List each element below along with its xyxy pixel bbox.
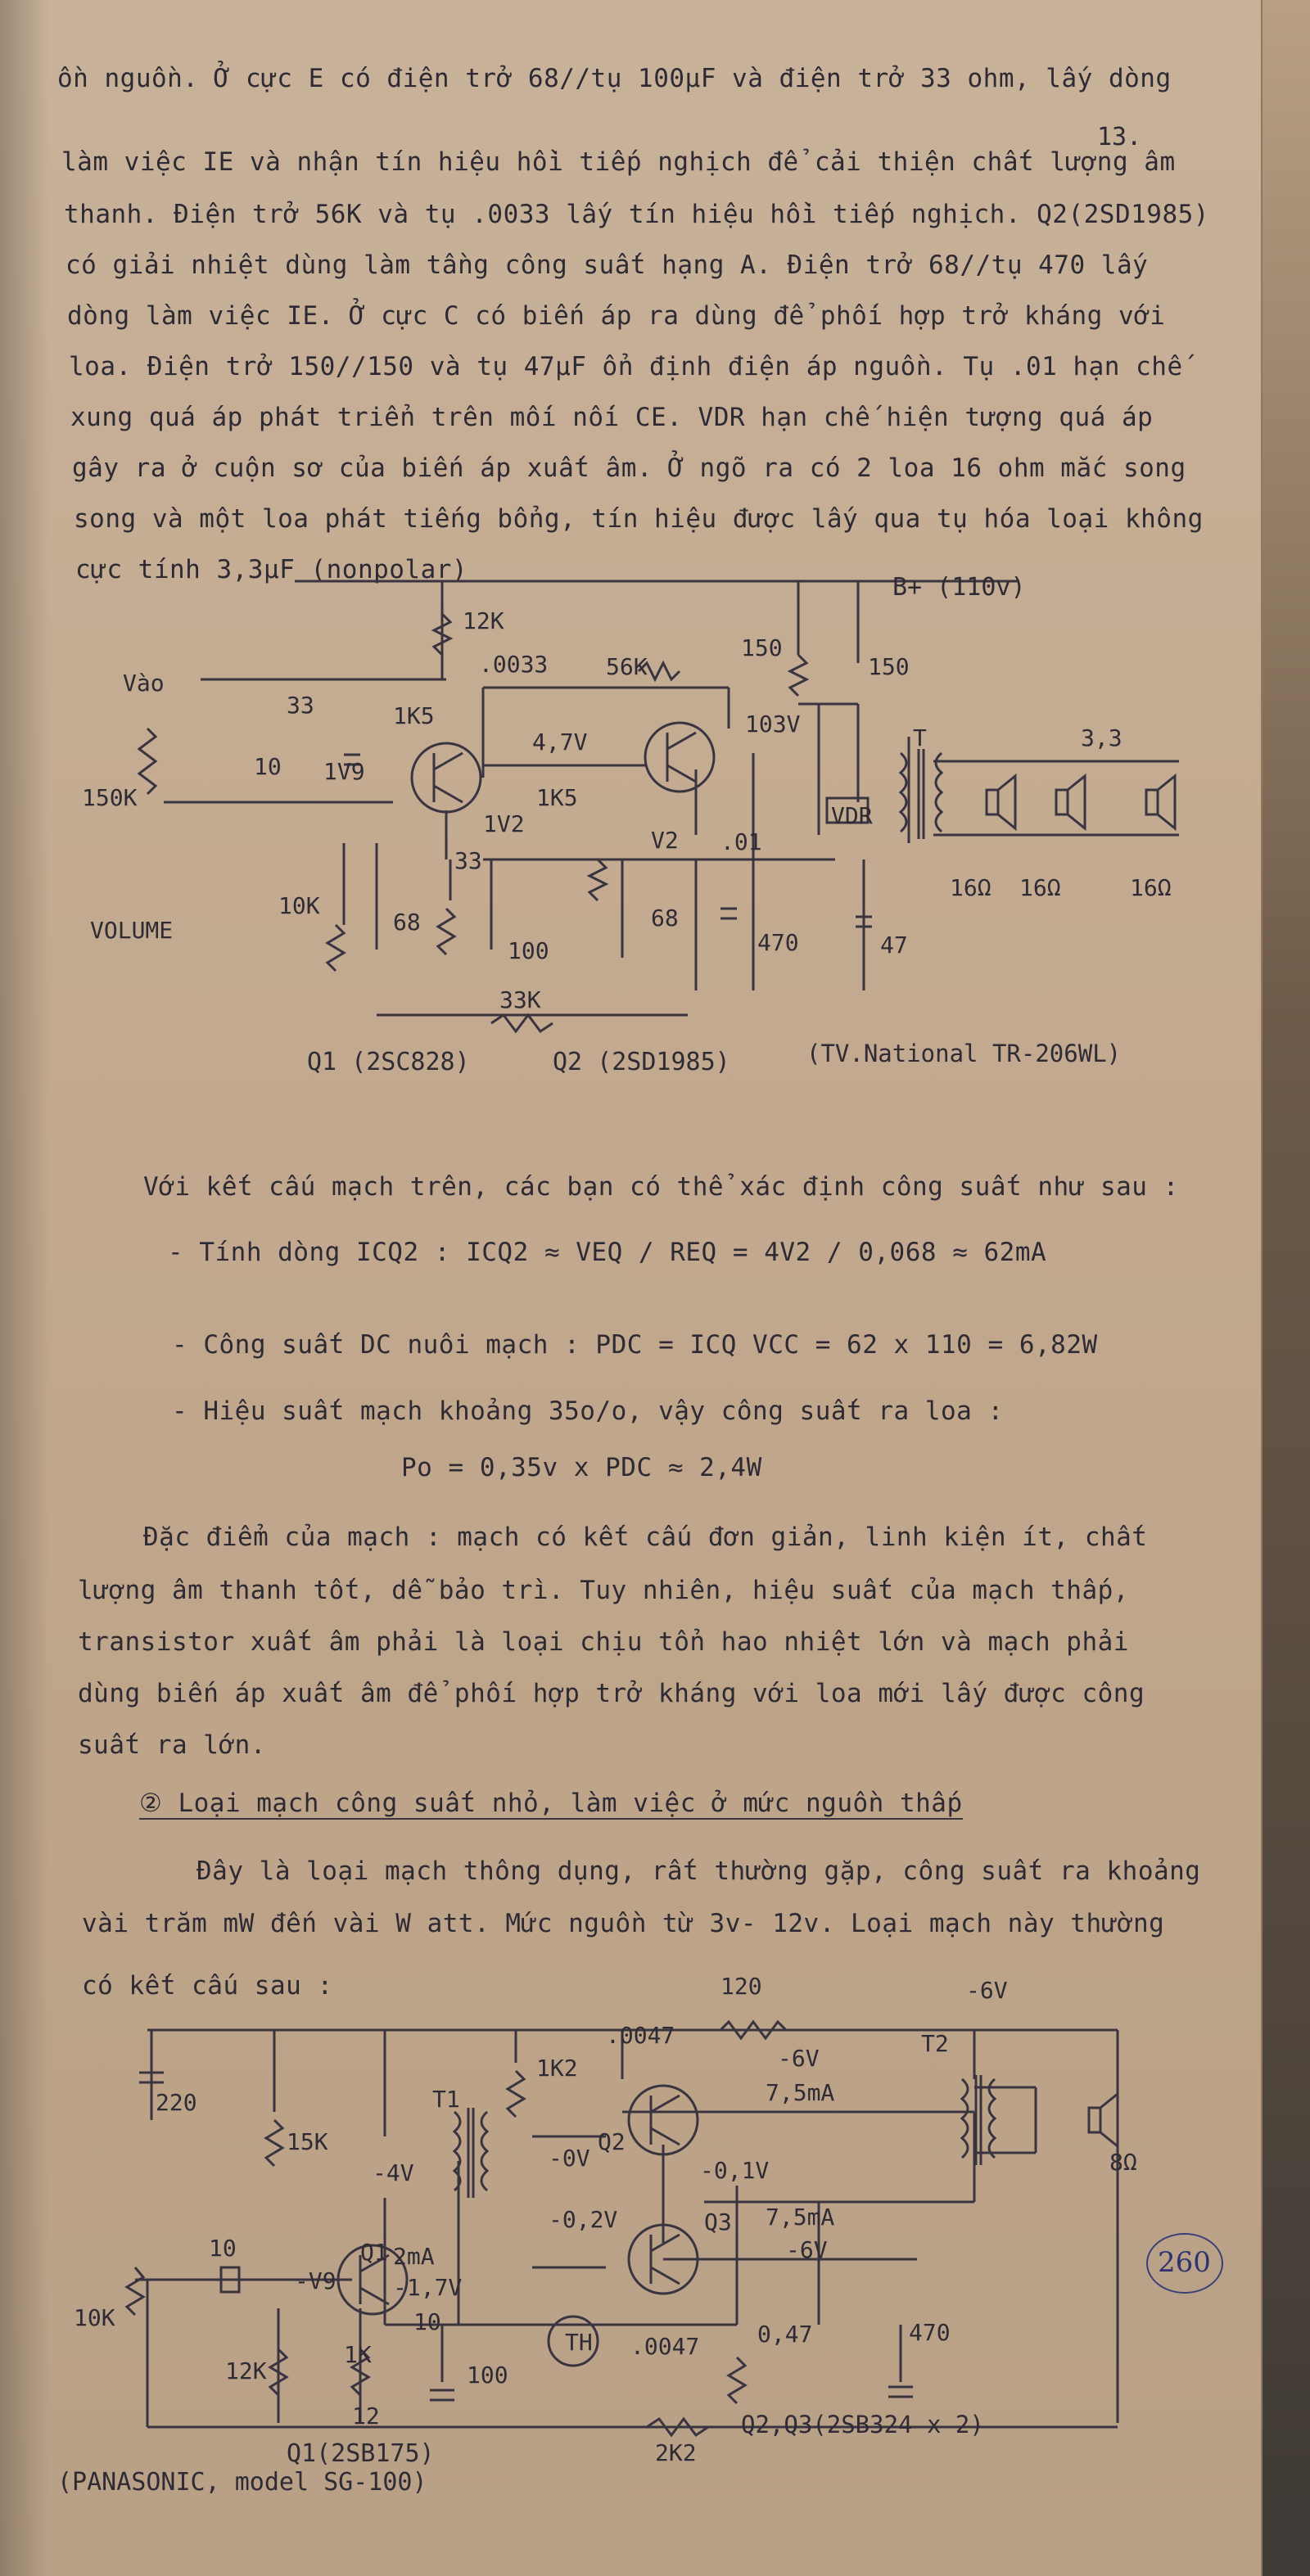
caption-source: (TV.National TR-206WL) bbox=[806, 1040, 1122, 1067]
label-c-33: 33 bbox=[287, 692, 314, 719]
label-volume: VOLUME bbox=[90, 917, 174, 944]
text-line: - Tính dòng ICQ2 : ICQ2 ≈ VEQ / REQ = 4V2 / 0,068 ≈ 62mA bbox=[168, 1238, 1047, 1267]
label-t2: T2 bbox=[921, 2030, 949, 2057]
section-heading: ② Loại mạch công suất nhỏ, làm việc ở mức nguồn thấp bbox=[139, 1789, 963, 1818]
label-v6a: -6V bbox=[778, 2045, 820, 2072]
label-r-2k2: 2K2 bbox=[655, 2439, 697, 2466]
text-line: - Công suất DC nuôi mạch : PDC = ICQ VCC = 62 x 110 = 6,82W bbox=[172, 1330, 1098, 1360]
text-line: dùng biến áp xuất âm để phối hợp trở kháng với loa mới lấy được công bbox=[78, 1679, 1145, 1708]
text-line: dòng làm việc IE. Ở cực C có biến áp ra dùng để phối hợp trở kháng với bbox=[67, 301, 1166, 331]
label-q3: Q3 bbox=[704, 2208, 732, 2235]
text-line: Đây là loại mạch thông dụng, rất thường gặp, công suất ra khoảng bbox=[196, 1856, 1201, 1886]
label-r-68a: 68 bbox=[393, 909, 421, 936]
label-r-150a: 150 bbox=[741, 634, 783, 661]
text-line: xung quá áp phát triển trên mối nối CE. VDR hạn chế hiện tượng quá áp bbox=[70, 403, 1154, 432]
label-r-10k: 10K bbox=[278, 892, 320, 919]
text-line: có giải nhiệt dùng làm tầng công suất hạng A. Điện trở 68//tụ 470 lấy bbox=[66, 250, 1149, 280]
label-transformer: T bbox=[913, 724, 927, 751]
label-c-01: .01 bbox=[720, 828, 762, 855]
label-v47: 4,7V bbox=[532, 729, 588, 756]
label-c-0033: .0033 bbox=[479, 651, 549, 678]
label-r-10: 10 bbox=[254, 753, 282, 780]
label-r-15k: 15K bbox=[287, 2128, 328, 2155]
label-v02: -0,2V bbox=[549, 2206, 618, 2233]
text-line: Đặc điểm của mạch : mạch có kết cấu đơn giản, linh kiện ít, chất bbox=[143, 1523, 1148, 1552]
text-line: - Hiệu suất mạch khoảng 35o/o, vậy công suất ra loa : bbox=[172, 1396, 1004, 1426]
text-line: transistor xuất âm phải là loại chịu tổn hao nhiệt lớn và mạch phải bbox=[78, 1627, 1129, 1657]
label-r-12k: 12K bbox=[225, 2357, 267, 2384]
label-r-56k: 56K bbox=[606, 653, 648, 680]
label-r-10k: 10K bbox=[74, 2304, 115, 2331]
circuit-diagram-1 bbox=[0, 565, 1261, 1089]
label-r-1k5b: 1K5 bbox=[536, 784, 578, 811]
label-c-220: 220 bbox=[156, 2089, 197, 2116]
label-r-047: 0,47 bbox=[757, 2321, 813, 2348]
circuit-1-wiring bbox=[0, 565, 1261, 1089]
label-r-33: 33 bbox=[454, 847, 482, 874]
handwritten-page-number-text: 260 bbox=[1158, 2246, 1211, 2279]
label-r-68b: 68 bbox=[651, 905, 679, 932]
label-r-33k: 33K bbox=[499, 986, 541, 1013]
label-c-470: 470 bbox=[757, 929, 799, 956]
label-supply: B+ (110v) bbox=[892, 573, 1026, 602]
label-r-10a: 10 bbox=[209, 2235, 237, 2262]
label-v0: -0V bbox=[549, 2145, 590, 2172]
label-c-100: 100 bbox=[467, 2362, 508, 2389]
text-line: Với kết cấu mạch trên, các bạn có thể xác định công suất như sau : bbox=[143, 1172, 1179, 1202]
text-line: Po = 0,35v x PDC ≈ 2,4W bbox=[401, 1453, 762, 1482]
label-r-120: 120 bbox=[720, 1973, 762, 2000]
label-v4: -4V bbox=[373, 2159, 414, 2186]
label-t1: T1 bbox=[432, 2086, 460, 2113]
label-v2b: V2 bbox=[651, 827, 679, 854]
label-vdr: VDR bbox=[831, 802, 873, 829]
text-line: có kết cấu sau : bbox=[82, 1971, 333, 2001]
label-spk3: 16Ω bbox=[1130, 874, 1172, 901]
label-r-1k5a: 1K5 bbox=[393, 702, 435, 729]
label-c-47: 47 bbox=[880, 932, 908, 959]
label-i75b: 7,5mA bbox=[766, 2204, 835, 2231]
text-line: song và một loa phát tiếng bổng, tín hiệu được lấy qua tụ hóa loại không bbox=[74, 504, 1204, 534]
label-c-0047a: .0047 bbox=[606, 2022, 675, 2049]
label-supply: -6V bbox=[966, 1977, 1008, 2004]
label-v6b: -6V bbox=[786, 2236, 828, 2263]
label-i2ma: 2mA bbox=[393, 2243, 435, 2270]
label-speaker: 8Ω bbox=[1109, 2149, 1137, 2176]
text-line: loa. Điện trở 150//150 và tụ 47μF ổn định điện áp nguồn. Tụ .01 hạn chế bbox=[69, 352, 1183, 381]
caption-q2: Q2 (2SD1985) bbox=[553, 1048, 730, 1076]
page-number: 13. bbox=[1097, 123, 1142, 151]
text-line: ồn nguồn. Ở cực E có điện trở 68//tụ 100μF và điện trở 33 ohm, lấy dòng bbox=[57, 64, 1172, 93]
text-line: vài trăm mW đến vài W att. Mức nguồn từ 3v- 12v. Loại mạch này thường bbox=[82, 1909, 1165, 1938]
label-v01: -0,1V bbox=[700, 2157, 770, 2184]
label-volume-pot: 150K bbox=[82, 784, 138, 811]
text-line: làm việc IE và nhận tín hiệu hồi tiếp nghịch để cải thiện chất lượng âm bbox=[61, 147, 1176, 177]
label-q1: Q1 bbox=[360, 2239, 388, 2266]
label-spk1: 16Ω bbox=[950, 874, 992, 901]
label-i75a: 7,5mA bbox=[766, 2079, 835, 2106]
label-v9: 1V9 bbox=[323, 758, 365, 785]
caption-q1: Q1(2SB175) bbox=[287, 2439, 435, 2468]
caption-q23: Q2,Q3(2SB324 x 2) bbox=[741, 2411, 984, 2438]
label-v9: -V9 bbox=[295, 2267, 337, 2294]
desk-background bbox=[1261, 0, 1310, 2576]
text-line: suất ra lớn. bbox=[78, 1730, 266, 1760]
label-r-12: 12 bbox=[352, 2402, 380, 2429]
label-spk2: 16Ω bbox=[1019, 874, 1061, 901]
label-q2: Q2 bbox=[598, 2128, 626, 2155]
text-line: lượng âm thanh tốt, dễ bảo trì. Tuy nhiên, hiệu suất của mạch thấp, bbox=[78, 1576, 1129, 1605]
label-thermistor: TH bbox=[565, 2329, 593, 2356]
text-line: cực tính 3,3μF (nonpolar) bbox=[75, 555, 468, 584]
label-r-1k: 1K bbox=[344, 2341, 372, 2368]
label-r-12k: 12K bbox=[463, 607, 504, 634]
label-c-33np: 3,3 bbox=[1081, 724, 1123, 751]
caption-q1: Q1 (2SC828) bbox=[307, 1048, 470, 1076]
label-v2a: 1V2 bbox=[483, 810, 525, 837]
label-input: Vào bbox=[123, 670, 165, 697]
text-line: thanh. Điện trở 56K và tụ .0033 lấy tín hiệu hồi tiếp nghịch. Q2(2SD1985) bbox=[64, 200, 1209, 229]
label-c-470: 470 bbox=[909, 2319, 951, 2346]
label-c-0047b: .0047 bbox=[630, 2333, 700, 2360]
label-r-1k2: 1K2 bbox=[536, 2055, 578, 2082]
text-line: gây ra ở cuộn sơ của biến áp xuất âm. Ở ngõ ra có 2 loa 16 ohm mắc song bbox=[72, 453, 1186, 483]
label-c-10: 10 bbox=[413, 2308, 441, 2335]
label-v103: 103V bbox=[745, 711, 801, 738]
caption-model: (PANASONIC, model SG-100) bbox=[57, 2468, 427, 2497]
label-r-150b: 150 bbox=[868, 653, 910, 680]
label-c-100: 100 bbox=[508, 937, 549, 964]
label-v17: -1,7V bbox=[393, 2274, 463, 2301]
